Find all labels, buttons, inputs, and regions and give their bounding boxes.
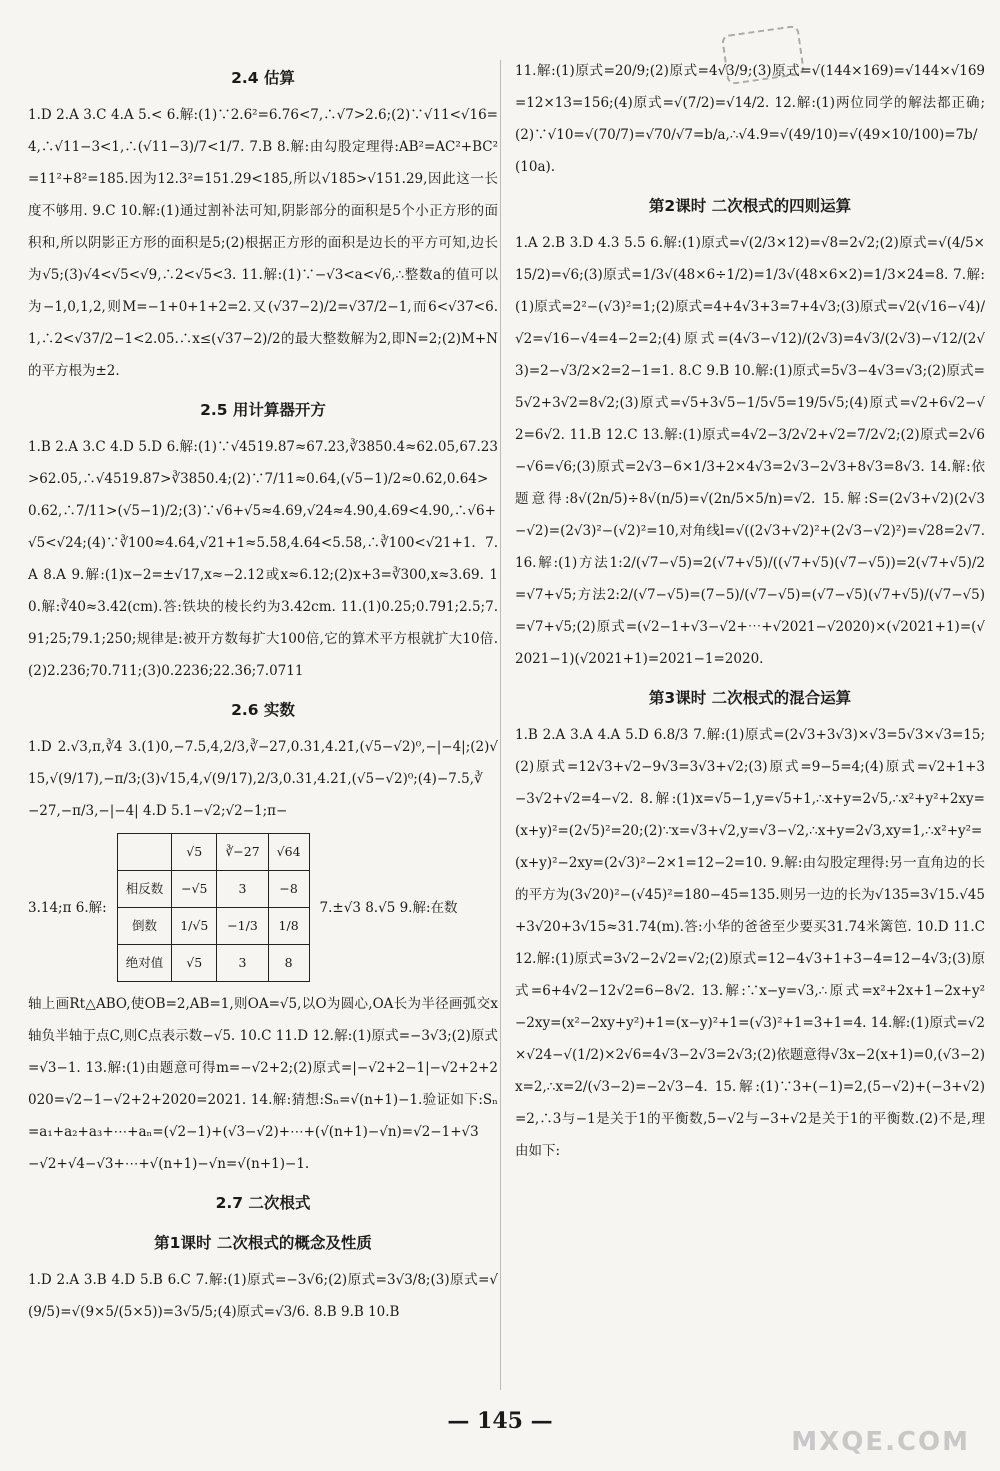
table-cell: 3 <box>217 945 268 982</box>
column-divider <box>500 60 501 1390</box>
right-column <box>515 55 985 1167</box>
table-header-cell: √5 <box>172 834 217 871</box>
lesson-title-3: 第3课时 二次根式的混合运算 <box>648 689 852 707</box>
left-column <box>28 55 498 1328</box>
table-row <box>117 945 309 982</box>
table-cell: 相反数 <box>117 871 172 908</box>
lesson-3-answers: 1.B 2.A 3.A 4.A 5.D 6.8/3 7.解:(1)原式=(2√3+3√3)×√3=5√3×√3=15;(2)原式=12√3+√2−9√3=3√3+√2;(3)原式=9−5=4;(4)原式=√2+1+3−3√2+√2=4−√2. 8.解:(1)x=√5−1,y=√5+1,∴x+y=2√5,∴x²+y²+2xy=(x+y)²=(2√5)²=20;(2)∵x=√3+√2,y=√3−√2,∴x+y=2√3,xy=1,∴x²+y²=(x+y)²−2xy=(2√3)²−2×1=12−2=10. 9.解:由勾股定理得:另一直角边的长的平方为(3√20)²−(√45)²=180−45=135.则另一边的长为√135=3√15.√45+3√20+3√15≈31.74(m).答:小华的爸爸至少要买31.74米篱笆. 10.D 11.C 12.解:(1)原式=3√2−2√2=√2;(2)原式=12−4√3+1+3−4=12−4√3;(3)原式=6+4√2−12√2=6−8√2. 13.解:∵x−y=√3,∴原式=x²+2x+1−2x+y²−2xy=(x²−2xy+y²)+1=(x−y)²+1=(√3)²+1=3+1=4. 14.解:(1)原式=√2×√24−√(1/2)×2√6=4√3−2√3=2√3;(2)依题意得√3x−2(x+1)=0,(√3−2)x=2,∴x=2/(√3−2)=−2√3−4. 15.解:(1)∵3+(−1)=2,(5−√2)+(−3+√2)=2,∴3与−1是关于1的平衡数,5−√2与−3+√2是关于1的平衡数.(2)不是,理由如下: <box>515 727 985 1159</box>
lesson-2-answers: 1.A 2.B 3.D 4.3 5.5 6.解:(1)原式=√(2/3×12)=√8=2√2;(2)原式=√(4/5×15/2)=√6;(3)原式=1/3√(48×6÷1/2)=1/3√(48×6×2)=1/3×24=8. 7.解:(1)原式=2²−(√3)²=1;(2)原式=4+4√3+3=7+4√3;(3)原式=√2(√16−√4)/√2=√16−√4=4−2=2;(4)原式=(4√3−√12)/(2√3)=4√3/(2√3)−√12/(2√3)=2−√3/2×2=2−1=1. 8.C 9.B 10.解:(1)原式=5√3−4√3=√3;(2)原式=5√2+3√2=8√2;(3)原式=√5+3√5−1/5√5=19/5√5;(4)原式=√2+6√2−√2=6√2. 11.B 12.C 13.解:(1)原式=4√2−3/2√2+√2=7/2√2;(2)原式=2√6−√6=√6;(3)原式=2√3−6×1/3+2×4√3=2√3−2√3+8√3=8√3. 14.解:依题意得:8√(2n/5)÷8√(n/5)=√(2n/5×5/n)=√2. 15.解:S=(2√3+√2)(2√3−√2)=(2√3)²−(√2)²=10,对角线l=√((2√3+√2)²+(2√3−√2)²)=√28=2√7. 16.解:(1)方法1:2/(√7−√5)=2(√7+√5)/((√7+√5)(√7−√5))=2(√7+√5)/2=√7+√5;方法2:2/(√7−√5)=(7−5)/(√7−√5)=(√7−√5)(√7+√5)/(√7−√5)=√7+√5;(2)原式=(√2−1+√3−√2+⋯+√2021−√2020)×(√2021+1)=(√2021−1)(√2021+1)=2021−1=2020. <box>515 235 985 667</box>
table-cell: −8 <box>268 871 309 908</box>
table-header-cell: ∛−27 <box>217 834 268 871</box>
table-cell: 倒数 <box>117 908 172 945</box>
section-2-6-answers: 1.D 2.√3,π,∛4 3.(1)0,−7.5,4,2/3,∛−27,0.31,4.2̇1̇,(√5−√2)⁰,−|−4|;(2)√15,√(9/17),−π/3;(3)√15,4,√(9/17),2/3,0.31,4.2̇1̇,(√5−√2)⁰;(4)−7.5,∛−27,−π/3,−|−4| 4.D 5.1−√2;√2−1;π− <box>28 739 498 819</box>
table-cell: 绝对值 <box>117 945 172 982</box>
table-row <box>117 871 309 908</box>
lesson-title-2: 第2课时 二次根式的四则运算 <box>648 197 852 215</box>
lesson-1-answers: 1.D 2.A 3.B 4.D 5.B 6.C 7.解:(1)原式=−3√6;(2)原式=3√3/8;(3)原式=√(9/5)=√(9×5/(5×5))=3√5/5;(4)原式=√3/6. 8.B 9.B 10.B <box>28 1272 498 1320</box>
page-number: — 145 — <box>447 1408 553 1434</box>
lesson-1-answers-continued: 11.解:(1)原式=20/9;(2)原式=4√3/9;(3)原式=√(144×169)=√144×√169=12×13=156;(4)原式=√(7/2)=√14/2. 12.解:(1)两位同学的解法都正确;(2)∵√10=√(70/7)=√70/√7=b/a,∴√4.9=√(49/10)=√(49×10/100)=7b/(10a). <box>515 63 985 175</box>
section-title-2-4: 2.4 估算 <box>231 69 295 87</box>
watermark-text: MXQE.COM <box>791 1427 970 1457</box>
answer-table <box>117 833 310 982</box>
table-right-text: 7.±√3 8.√5 9.解:在数 <box>319 899 458 916</box>
answer-table-row <box>28 833 498 982</box>
section-title-2-5: 2.5 用计算器开方 <box>200 401 326 419</box>
table-cell: 1/√5 <box>172 908 217 945</box>
table-left-text: 3.14;π 6.解: <box>28 899 107 916</box>
section-2-4-answers: 1.D 2.A 3.C 4.A 5.< 6.解:(1)∵2.6²=6.76<7,∴√7>2.6;(2)∵√11<√16=4,∴√11−3<1,∴(√11−3)/7<1/7. 7.B 8.解:由勾股定理得:AB²=AC²+BC²=11²+8²=185.因为12.3²=151.29<185,所以√185>√151.29,因此这一长度不够用. 9.C 10.解:(1)通过割补法可知,阴影部分的面积是5个小正方形的面积和,所以阴影正方形的面积是5;(2)根据正方形的面积是边长的平方可知,边长为√5;(3)√4<√5<√9,∴2<√5<3. 11.解:(1)∵−√3<a<√6,∴整数a的值可以为−1,0,1,2,则M=−1+0+1+2=2.又(√37−2)/2=√37/2−1,而6<√37<6.1,∴2<√37/2−1<2.05.∴x≤(√37−2)/2的最大整数解为2,即N=2;(2)M+N的平方根为±2. <box>28 107 498 379</box>
table-cell: −1/3 <box>217 908 268 945</box>
table-header-cell <box>117 834 172 871</box>
table-cell: √5 <box>172 945 217 982</box>
table-cell: 1/8 <box>268 908 309 945</box>
section-2-5-answers: 1.B 2.A 3.C 4.D 5.D 6.解:(1)∵√4519.87≈67.23,∛3850.4≈62.05,67.23>62.05,∴√4519.87>∛3850.4;(2)∵7/11≈0.64,(√5−1)/2≈0.62,0.64>0.62,∴7/11>(√5−1)/2;(3)∵√6+√5≈4.69,√24≈4.90,4.69<4.90,∴√6+√5<√24;(4)∵∛100≈4.64,√21+1≈5.58,4.64<5.58,∴∛100<√21+1. 7.A 8.A 9.解:(1)x−2=±√17,x≈−2.12或x≈6.12;(2)x+3=∛300,x≈3.69. 10.解:∛40≈3.42(cm).答:铁块的棱长约为3.42cm. 11.(1)0.25;0.791;2.5;7.91;25;79.1;250;规律是:被开方数每扩大100倍,它的算术平方根就扩大10倍.(2)2.236;70.711;(3)0.2236;22.36;7.0711 <box>28 439 498 679</box>
section-title-2-6: 2.6 实数 <box>231 701 295 719</box>
section-title-2-7: 2.7 二次根式 <box>215 1194 311 1212</box>
table-header-cell: √64 <box>268 834 309 871</box>
table-header-row <box>117 834 309 871</box>
table-cell: 3 <box>217 871 268 908</box>
table-cell: 8 <box>268 945 309 982</box>
table-cell: −√5 <box>172 871 217 908</box>
section-2-6-answers-continued: 轴上画Rt△ABO,使OB=2,AB=1,则OA=√5,以O为圆心,OA长为半径画弧交x轴负半轴于点C,则C点表示数−√5. 10.C 11.D 12.解:(1)原式=−3√3;(2)原式=√3−1. 13.解:(1)由题意可得m=−√2+2;(2)原式=|−√2+2−1|−√2+2+2020=√2−1−√2+2+2020=2021. 14.解:猜想:Sₙ=√(n+1)−1.验证如下:Sₙ=a₁+a₂+a₃+⋯+aₙ=(√2−1)+(√3−√2)+⋯+(√(n+1)−√n)=√2−1+√3−√2+√4−√3+⋯+√(n+1)−√n=√(n+1)−1. <box>28 996 498 1172</box>
table-row <box>117 908 309 945</box>
lesson-title-1: 第1课时 二次根式的概念及性质 <box>154 1234 372 1252</box>
